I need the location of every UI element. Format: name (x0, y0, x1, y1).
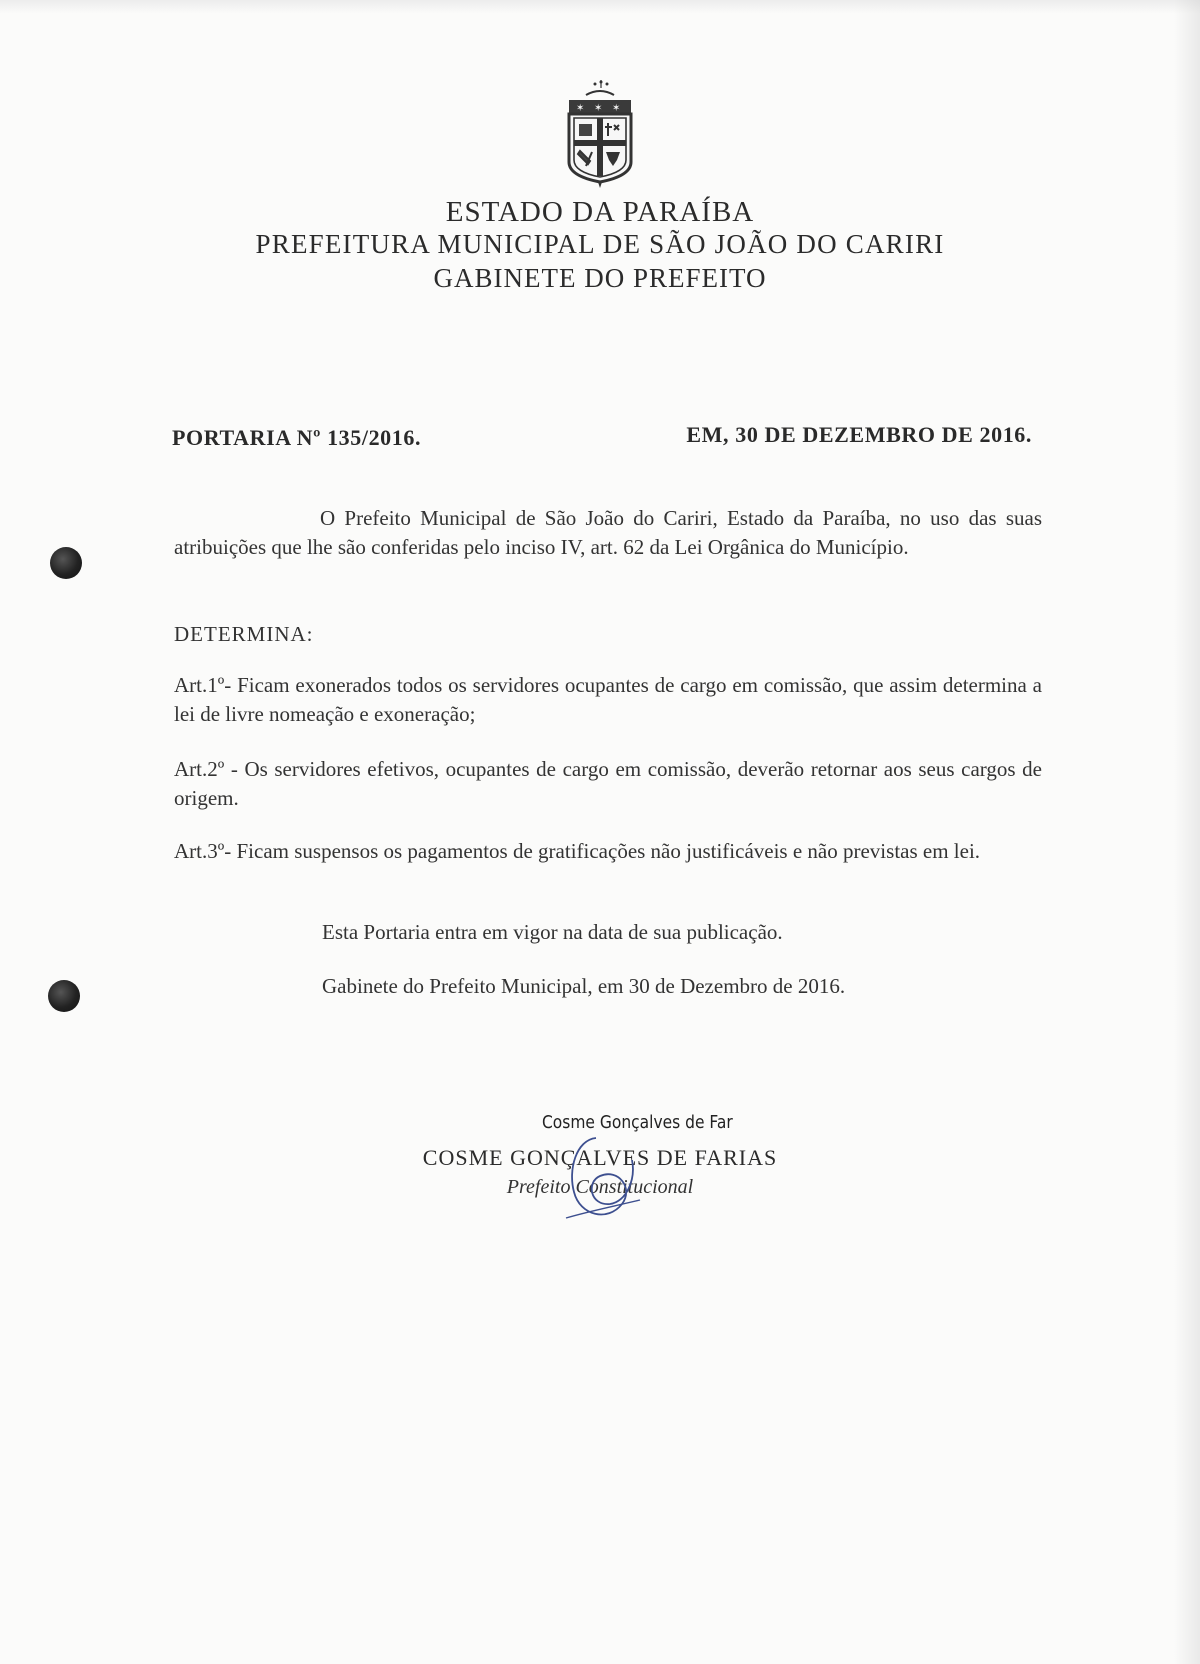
article-3: Art.3º- Ficam suspensos os pagamentos de gratificações não justificáveis e não previstas em lei. (174, 839, 981, 863)
signatory-title: Prefeito Constitucional (506, 1176, 694, 1198)
intro-text: O Prefeito Municipal de São João do Cariri, Estado da Paraíba, no uso das suas atribuições que lhe são conferidas pelo inciso IV, art. 62 da Lei Orgânica do Município. (174, 506, 1042, 559)
determina-heading: DETERMINA: (174, 622, 314, 646)
intro-paragraph (174, 504, 1042, 562)
article-2: Art.2º - Os servidores efetivos, ocupantes de cargo em comissão, deverão retornar aos seus cargos de origem. (174, 757, 1042, 810)
signatory-name: COSME GONÇALVES DE FARIAS (422, 1145, 778, 1170)
coat-of-arms-icon (548, 78, 652, 198)
closing-line: Gabinete do Prefeito Municipal, em 30 de Dezembro de 2016. (322, 974, 846, 998)
svg-text:✶: ✶ (576, 103, 585, 114)
ordinance-date: EM, 30 DE DEZEMBRO DE 2016. (686, 422, 1032, 447)
signature-scribble-icon (556, 1130, 646, 1226)
header-municipality: PREFEITURA MUNICIPAL DE SÃO JOÃO DO CARIRI (255, 229, 945, 259)
ordinance-number: PORTARIA Nº 135/2016. (172, 425, 422, 450)
header-office: GABINETE DO PREFEITO (433, 263, 767, 293)
handwritten-signature: Cosme Gonçalves de Far (542, 1112, 733, 1133)
header-state: ESTADO DA PARAÍBA (445, 196, 755, 228)
punch-hole-icon (50, 547, 82, 579)
effective-clause: Esta Portaria entra em vigor na data de sua publicação. (322, 920, 783, 944)
svg-text:✶: ✶ (594, 103, 603, 114)
article-1: Art.1º- Ficam exonerados todos os servidores ocupantes de cargo em comissão, que assim determina a lei de livre nomeação e exoneração; (174, 673, 1042, 726)
svg-text:✶: ✶ (612, 103, 621, 114)
scan-edge-top (0, 0, 1200, 14)
punch-hole-icon (48, 980, 80, 1012)
